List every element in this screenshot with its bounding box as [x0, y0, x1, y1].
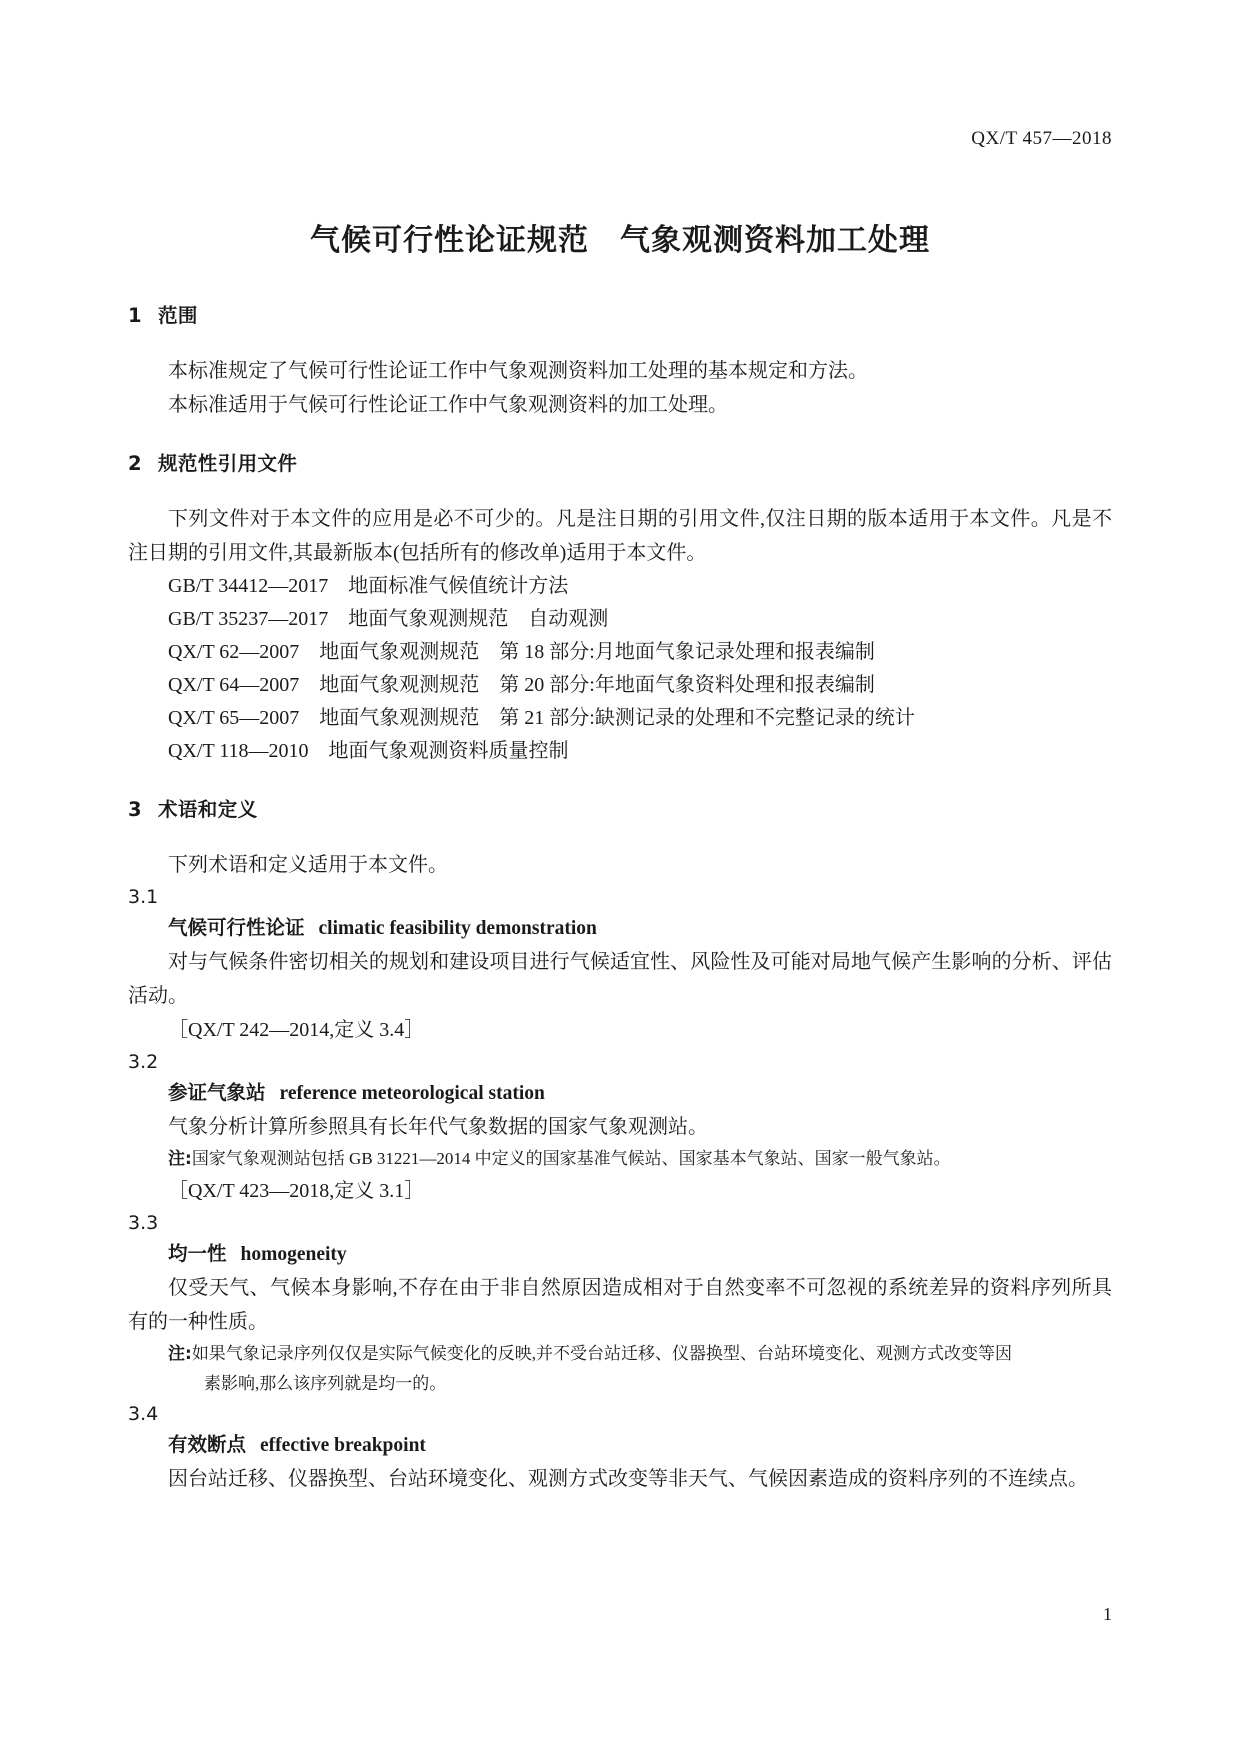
term-en-3-2: reference meteorological station — [279, 1083, 545, 1104]
section-title-1: 范围 — [158, 304, 198, 327]
term-en-3-3: homogeneity — [240, 1244, 347, 1265]
term-note-3-3 — [128, 1339, 1112, 1369]
note-text-3-2: 国家气象观测站包括 GB 31221—2014 中定义的国家基准气候站、国家基本气象站、国家一般气象站。 — [191, 1149, 951, 1168]
note-text-3-3: 如果气象记录序列仅仅是实际气候变化的反映,并不受台站迁移、仪器换型、台站环境变化、观测方式改变等因 — [191, 1344, 1013, 1363]
term-en-3-1: climatic feasibility demonstration — [318, 918, 597, 939]
section-number-1: 1 — [128, 304, 142, 327]
section-3-paragraph-1: 下列术语和定义适用于本文件。 — [168, 854, 448, 876]
section-title-2: 规范性引用文件 — [158, 452, 298, 475]
note-label-3-3: 注: — [168, 1344, 192, 1364]
term-cn-3-2: 参证气象站 — [168, 1081, 266, 1104]
term-3-1 — [128, 912, 1112, 945]
term-source-3-1: ［QX/T 242—2014,定义 3.4］ — [168, 1019, 425, 1041]
section-1-paragraph-2: 本标准适用于气候可行性论证工作中气象观测资料的加工处理。 — [168, 394, 728, 416]
term-definition-3-2: 气象分析计算所参照具有长年代气象数据的国家气象观测站。 — [168, 1116, 708, 1138]
term-cn-3-3: 均一性 — [168, 1242, 227, 1265]
term-source-3-2: ［QX/T 423—2018,定义 3.1］ — [168, 1180, 425, 1202]
section-title-3: 术语和定义 — [158, 798, 258, 821]
term-note-3-2 — [128, 1144, 1112, 1174]
section-2-paragraph-1: 下列文件对于本文件的应用是必不可少的。凡是注日期的引用文件,仅注日期的版本适用于本文件。凡是不注日期的引用文件,其最新版本(包括所有的修改单)适用于本文件。 — [128, 508, 1112, 564]
term-cn-3-4: 有效断点 — [168, 1433, 247, 1456]
term-definition-3-1: 对与气候条件密切相关的规划和建设项目进行气候适宜性、风险性及可能对局地气候产生影响的分析、评估活动。 — [128, 951, 1112, 1007]
page-number: 1 — [1103, 1604, 1112, 1624]
term-en-3-4: effective breakpoint — [260, 1435, 426, 1456]
normative-reference-5: QX/T 65—2007 地面气象观测规范 第 21 部分:缺测记录的处理和不完整记录的统计 — [168, 707, 915, 729]
normative-reference-6: QX/T 118—2010 地面气象观测资料质量控制 — [168, 740, 569, 762]
page-content — [128, 0, 1112, 1496]
term-cn-3-1: 气候可行性论证 — [168, 916, 305, 939]
section-1-paragraph-1: 本标准规定了气候可行性论证工作中气象观测资料加工处理的基本规定和方法。 — [168, 360, 868, 382]
section-number-2: 2 — [128, 452, 142, 475]
term-note-3-3-continued: 素影响,那么该序列就是均一的。 — [204, 1374, 447, 1393]
term-definition-3-3: 仅受天气、气候本身影响,不存在由于非自然原因造成相对于自然变率不可忽视的系统差异的资料序列所具有的一种性质。 — [128, 1277, 1112, 1333]
clause-number-3-2: 3.2 — [128, 1051, 159, 1073]
clause-number-3-1: 3.1 — [128, 886, 159, 908]
term-3-4 — [128, 1429, 1112, 1462]
term-3-2 — [128, 1077, 1112, 1110]
clause-number-3-3: 3.3 — [128, 1212, 159, 1234]
section-heading-3 — [128, 794, 1112, 822]
normative-reference-1: GB/T 34412—2017 地面标准气候值统计方法 — [168, 575, 569, 597]
clause-number-3-4: 3.4 — [128, 1403, 159, 1425]
term-definition-3-4: 因台站迁移、仪器换型、台站环境变化、观测方式改变等非天气、气候因素造成的资料序列的不连续点。 — [168, 1468, 1088, 1490]
header-standard-code: QX/T 457—2018 — [971, 128, 1112, 149]
term-3-3 — [128, 1238, 1112, 1271]
page-title: 气候可行性论证规范 气象观测资料加工处理 — [310, 223, 930, 258]
section-number-3: 3 — [128, 798, 142, 821]
note-label-3-2: 注: — [168, 1149, 192, 1169]
normative-reference-4: QX/T 64—2007 地面气象观测规范 第 20 部分:年地面气象资料处理和报表编制 — [168, 674, 875, 696]
normative-reference-2: GB/T 35237—2017 地面气象观测规范 自动观测 — [168, 608, 609, 630]
normative-reference-3: QX/T 62—2007 地面气象观测规范 第 18 部分:月地面气象记录处理和报表编制 — [168, 641, 875, 663]
section-heading-1 — [128, 300, 1112, 328]
section-heading-2 — [128, 448, 1112, 476]
